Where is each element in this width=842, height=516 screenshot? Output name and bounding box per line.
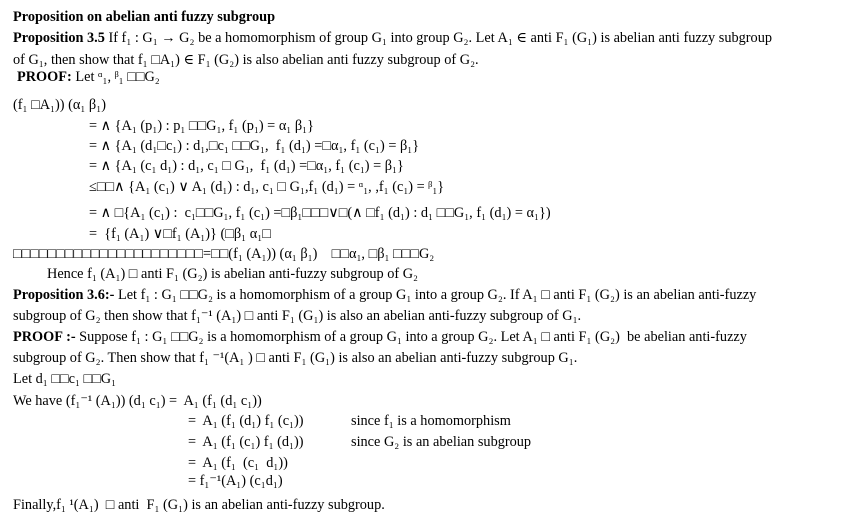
proof-1-step-4: ≤□□∧ {A₁ (c₁) ∨ A₁ (d₁) : d₁, c₁ □ G₁,f₁ (d₁) = ᵅ₁, ,f₁ (c₁) = ᵝ₁}: [89, 179, 445, 195]
proposition-3-5-text: If f₁ : G₁ → G₂ be a homomorphism of group G₁ into group G₂. Let A₁ ∈ anti F₁ (G₁) is abelian anti fuzzy subgroup: [104, 30, 772, 46]
proof-2-label: PROOF :-: [13, 329, 76, 345]
proof-2-step-1: = A₁ (f₁ (c₁) f₁ (d₁)): [188, 434, 304, 450]
proof-2-we-have: We have (f₁⁻¹ (A₁)) (d₁ c₁) = A₁ (f₁ (d₁ c₁)): [13, 393, 262, 409]
proof-1-hence: Hence f₁ (A₁) □ anti F₁ (G₂) is abelian anti-fuzzy subgroup of G₂: [47, 266, 419, 282]
proof-1-text: Let ᵅ₁, ᵝ₁ □□G₂: [71, 69, 160, 85]
proof-2-let-line: Let d₁ □□c₁ □□G₁: [13, 371, 117, 387]
proof-1-step-6: = {f₁ (A₁) ∨□f₁ (A₁)} (□β₁ α₁□: [89, 226, 271, 242]
proposition-3-5-line2: of G₁, then show that f₁ □A₁) ∈ F₁ (G₂) is also abelian anti fuzzy subgroup of G₂.: [13, 52, 479, 68]
proposition-3-5-line1: [13, 30, 772, 46]
proof-1-step-3: = ∧ {A₁ (c₁ d₁) : d₁, c₁ □ G₁, f₁ (d₁) =□α₁, f₁ (c₁) = β₁}: [89, 158, 404, 174]
proof-2-line1: [13, 329, 747, 345]
proof-1-equality-row: □□□□□□□□□□□□□□□□□□□□□□=□□(f₁ (A₁)) (α₁ β₁) □□α₁, □β₁ □□□G₂: [13, 246, 435, 262]
proposition-3-6-line1: [13, 287, 756, 303]
proof-2-step-3: = f₁⁻¹(A₁) (c₁d₁): [188, 473, 283, 489]
proof-1-step-0: (f₁ □A₁)) (α₁ β₁): [13, 97, 106, 113]
proposition-3-6-line2: subgroup of G₂ then show that f₁⁻¹ (A₁) □ anti F₁ (G₁) is also an abelian anti-fuzzy subgroup of G₁.: [13, 308, 582, 324]
proposition-3-5-label: Proposition 3.5: [13, 30, 105, 46]
section-title: Proposition on abelian anti fuzzy subgroup: [13, 9, 276, 25]
proof-2-step-0: = A₁ (f₁ (d₁) f₁ (c₁)): [188, 413, 304, 429]
proof-2-reason-1: since G₂ is an abelian subgroup: [351, 434, 532, 450]
proof-2-finally: Finally,f₁ ¹(A₁) □ anti F₁ (G₁) is an abelian anti-fuzzy subgroup.: [13, 497, 385, 513]
proof-2-reason-0: since f₁ is a homomorphism: [351, 413, 511, 429]
proposition-3-6-text: Let f₁ : G₁ □□G₂ is a homomorphism of a group G₁ into a group G₂. If A₁ □ anti F₁ (G₂) is an abelian anti-fuzzy: [114, 287, 757, 303]
proposition-3-6-label: Proposition 3.6:-: [13, 287, 115, 303]
proof-1-step-1: = ∧ {A₁ (p₁) : p₁ □□G₁, f₁ (p₁) = α₁ β₁}: [89, 118, 314, 134]
proof-2-text: Suppose f₁ : G₁ □□G₂ is a homomorphism of a group G₁ into a group G₂. Let A₁ □ anti F₁ (G₂) be abelian anti-fuzzy: [75, 329, 747, 345]
proof-2-line2: subgroup of G₂. Then show that f₁ ⁻¹(A₁ ) □ anti F₁ (G₁) is also an abelian anti-fuzzy subgroup G₁.: [13, 350, 578, 366]
proof-1-step-2: = ∧ {A₁ (d₁□c₁) : d₁,□c₁ □□G₁, f₁ (d₁) =□α₁, f₁ (c₁) = β₁}: [89, 138, 420, 154]
proof-2-step-2: = A₁ (f₁ (c₁ d₁)): [188, 455, 288, 471]
proof-1-intro: [17, 69, 160, 85]
proof-1-step-5: = ∧ □{A₁ (c₁) : c₁□□G₁, f₁ (c₁) =□β₁□□□∨□(∧ □f₁ (d₁) : d₁ □□G₁, f₁ (d₁) = α₁}): [89, 205, 551, 221]
proof-1-label: PROOF:: [17, 69, 72, 85]
